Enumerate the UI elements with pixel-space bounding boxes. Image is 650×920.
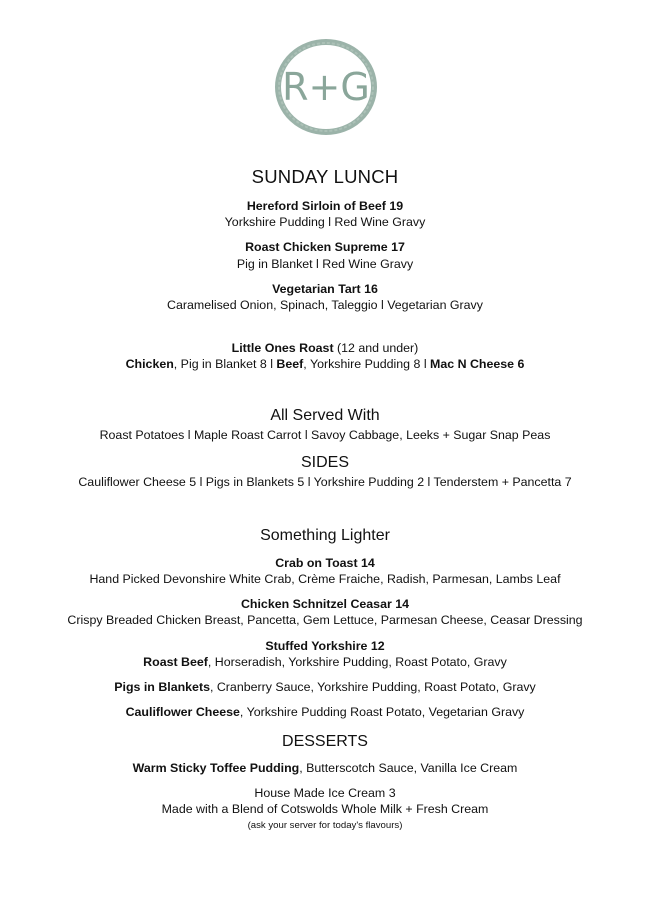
stuffed-yorkshire-title: Stuffed Yorkshire 12 (265, 639, 385, 653)
sunday-lunch-heading: SUNDAY LUNCH (251, 166, 399, 187)
little-ones-options (0, 357, 650, 371)
all-served-desc: Roast Potatoes l Maple Roast Carrot l Savoy Cabbage, Leeks + Sugar Snap Peas (99, 428, 551, 442)
ice-cream-desc: Made with a Blend of Cotswolds Whole Milk + Fresh Cream (161, 802, 489, 816)
lighter-heading: Something Lighter (260, 527, 390, 544)
little-ones-beef-rest: , Yorkshire Pudding 8 l (303, 357, 431, 371)
pigs-rest: , Cranberry Sauce, Yorkshire Pudding, Roast Potato, Gravy (209, 680, 536, 694)
little-ones-chicken-rest: , Pig in Blanket 8 l (173, 357, 277, 371)
cauli-bold: Cauliflower Cheese (125, 705, 240, 719)
roast-beef-bold: Roast Beef (143, 655, 208, 669)
sides-heading: SIDES (300, 454, 349, 471)
item-title-sirloin: Hereford Sirloin of Beef 19 (246, 199, 404, 213)
little-ones-chicken: Chicken (125, 357, 174, 371)
schnitzel-desc: Crispy Breaded Chicken Breast, Pancetta, Gem Lettuce, Parmesan Cheese, Ceasar Dressing (67, 613, 583, 627)
little-ones-title-bold: Little Ones Roast (231, 341, 334, 355)
little-ones-beef: Beef (276, 357, 304, 371)
crab-desc: Hand Picked Devonshire White Crab, Crème Fraiche, Radish, Parmesan, Lambs Leaf (89, 572, 561, 586)
little-ones-age-note: (12 and under) (333, 341, 419, 355)
stuffed-cauliflower-cheese (0, 705, 650, 719)
little-ones-title (0, 341, 650, 355)
all-served-heading: All Served With (270, 407, 380, 424)
item-desc-vegetarian-tart: Caramelised Onion, Spinach, Taleggio l Vegetarian Gravy (167, 298, 483, 312)
desserts-heading: DESSERTS (282, 733, 368, 750)
stuffed-roast-beef (0, 655, 650, 669)
roast-beef-rest: , Horseradish, Yorkshire Pudding, Roast Potato, Gravy (207, 655, 507, 669)
ice-cream-title: House Made Ice Cream 3 (254, 786, 396, 800)
schnitzel-title: Chicken Schnitzel Ceasar 14 (240, 597, 410, 611)
item-title-vegetarian-tart: Vegetarian Tart 16 (272, 282, 378, 296)
toffee-rest: , Butterscotch Sauce, Vanilla Ice Cream (299, 761, 518, 775)
logo-text: R+G (282, 65, 370, 109)
crab-title: Crab on Toast 14 (275, 556, 375, 570)
sticky-toffee-line (0, 761, 650, 775)
stuffed-pigs-in-blankets (0, 680, 650, 694)
ice-cream-note: (ask your server for today's flavours) (247, 820, 403, 831)
sides-desc: Cauliflower Cheese 5 l Pigs in Blankets 5 l Yorkshire Pudding 2 l Tenderstem + Pancetta 7 (78, 475, 572, 489)
little-ones-mac: Mac N Cheese 6 (430, 357, 525, 371)
item-desc-sirloin: Yorkshire Pudding l Red Wine Gravy (224, 215, 426, 229)
item-title-chicken-supreme: Roast Chicken Supreme 17 (245, 240, 405, 254)
pigs-bold: Pigs in Blankets (114, 680, 210, 694)
restaurant-logo (274, 38, 378, 136)
toffee-bold: Warm Sticky Toffee Pudding (132, 761, 300, 775)
cauli-rest: , Yorkshire Pudding Roast Potato, Vegetarian Gravy (239, 705, 525, 719)
item-desc-chicken-supreme: Pig in Blanket l Red Wine Gravy (236, 257, 414, 271)
